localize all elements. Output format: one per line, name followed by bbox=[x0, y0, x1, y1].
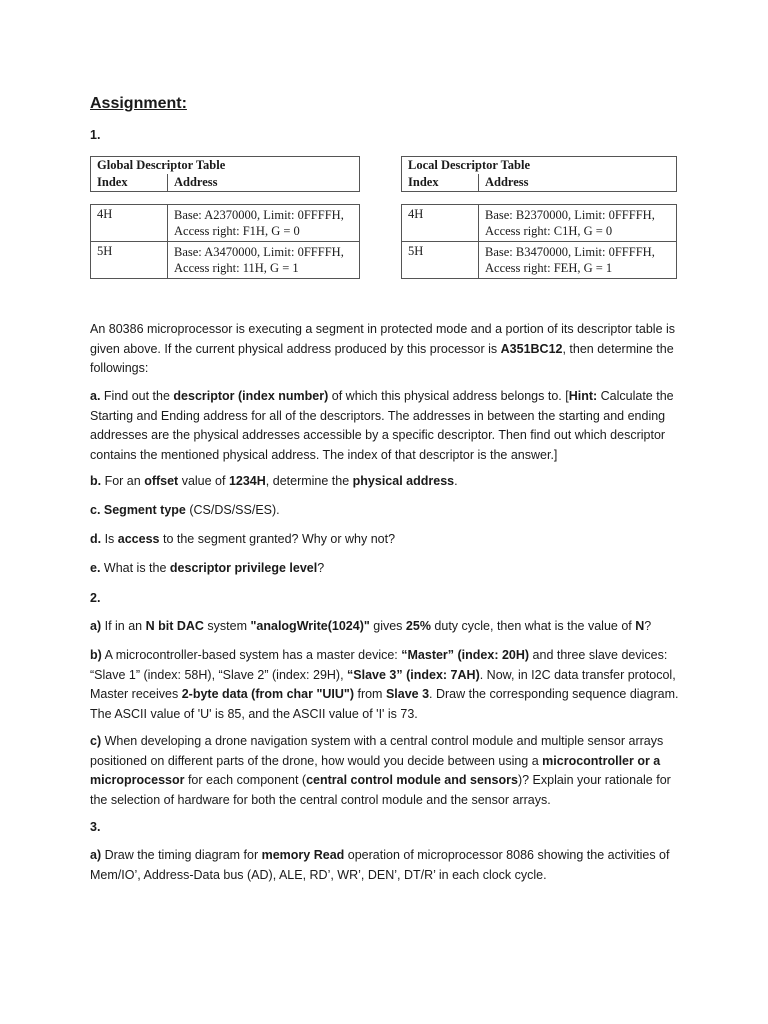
part-text: What is the bbox=[100, 561, 170, 575]
ldt-col-address: Address bbox=[478, 174, 676, 191]
ldt-row-index: 5H bbox=[408, 244, 424, 258]
part-emphasis: “Slave 3” (index: 7AH) bbox=[347, 667, 480, 682]
part-text: value of bbox=[178, 474, 229, 488]
part-emphasis: Slave 3 bbox=[385, 687, 430, 701]
part-text: ? bbox=[644, 619, 652, 633]
part-emphasis: central control module and sensors bbox=[306, 773, 518, 787]
q3-part-a bbox=[90, 846, 680, 885]
q1-part-b bbox=[90, 472, 680, 492]
ldt-row bbox=[402, 205, 676, 241]
part-text: ? bbox=[317, 561, 325, 575]
part-text: If in an bbox=[101, 619, 146, 633]
part-text: For an bbox=[101, 474, 145, 488]
ldt-row bbox=[402, 241, 676, 278]
part-text: from bbox=[354, 687, 386, 701]
gdt-col-index: Index bbox=[97, 175, 128, 189]
part-text: . bbox=[454, 474, 458, 488]
part-text: When developing a drone navigation system with a central control module and multiple sensor arrays positioned on different parts of the drone, how would you decide between using a bbox=[90, 734, 664, 768]
part-label: a. bbox=[90, 389, 101, 403]
part-text: operation of microprocessor 8086 showing the activities of Mem/IO’, Address-Data bus (AD), ALE, RD’, WR’, DEN’, DT/R’ in each clock cycle. bbox=[90, 848, 670, 882]
ldt-title: Local Descriptor Table bbox=[408, 158, 530, 172]
part-emphasis: 1234H bbox=[228, 474, 266, 488]
part-label: e. bbox=[90, 561, 101, 575]
q1-part-e bbox=[90, 559, 680, 579]
ldt-header bbox=[401, 156, 677, 192]
part-emphasis: Hint: bbox=[568, 389, 598, 403]
part-emphasis: “Master” (index: 20H) bbox=[401, 648, 530, 662]
part-text: Is bbox=[101, 532, 118, 546]
part-emphasis: access bbox=[117, 532, 160, 546]
part-label: b) bbox=[90, 648, 102, 662]
part-emphasis: N bbox=[635, 619, 645, 633]
local-descriptor-table bbox=[401, 156, 677, 279]
part-text: and three slave devices: “Slave 1” (index: 58H), “Slave 2” (index: 29H), bbox=[90, 648, 668, 682]
q1-part-a bbox=[90, 387, 680, 465]
global-descriptor-table bbox=[90, 156, 360, 279]
q1-intro-text: An 80386 microprocessor is executing a segment in protected mode and a portion of its descriptor table is given above. If the current physical address produced by this processor is bbox=[90, 322, 676, 356]
gdt-row-index: 5H bbox=[97, 244, 113, 258]
gdt-row bbox=[91, 241, 359, 278]
question-2-number: 2. bbox=[90, 591, 101, 605]
part-text: for each component ( bbox=[184, 773, 307, 787]
gdt-row bbox=[91, 205, 359, 241]
part-text: . Now, in I2C data transfer protocol, Master receives bbox=[90, 667, 676, 701]
part-label: b. bbox=[90, 474, 102, 488]
page-heading: Assignment: bbox=[90, 95, 187, 112]
q1-intro-text: , then determine the followings: bbox=[90, 341, 674, 375]
ldt-body bbox=[401, 204, 677, 279]
part-emphasis: descriptor (index number) bbox=[173, 389, 329, 403]
part-emphasis: offset bbox=[144, 474, 179, 488]
gdt-row-address: Base: A2370000, Limit: 0FFFFH, Access right: F1H, G = 0 bbox=[167, 205, 359, 241]
part-text: Calculate the Starting and Ending address for all of the descriptors. The addresses in between the starting and ending addresses are the physical addresses accessible by a specific descriptor. Then find out which descriptor contains the mentioned physical address. The index of that descriptor is the answer.] bbox=[90, 389, 674, 462]
part-emphasis: 25% bbox=[405, 619, 431, 633]
q1-part-c bbox=[90, 501, 680, 521]
gdt-header bbox=[90, 156, 360, 192]
part-label: c) bbox=[90, 734, 102, 748]
part-text: gives bbox=[369, 619, 406, 633]
part-text: . Draw the corresponding sequence diagram. The ASCII value of 'U' is 85, and the ASCII value of 'I' is 73. bbox=[90, 687, 679, 721]
ldt-col-index: Index bbox=[408, 175, 439, 189]
ldt-row-index: 4H bbox=[408, 207, 424, 221]
part-emphasis: descriptor privilege level bbox=[169, 561, 318, 575]
gdt-col-address: Address bbox=[167, 174, 359, 191]
part-text: duty cycle, then what is the value of bbox=[430, 619, 636, 633]
part-emphasis: "analogWrite(1024)" bbox=[250, 619, 370, 633]
part-text: Draw the timing diagram for bbox=[101, 848, 262, 862]
part-text: , determine the bbox=[265, 474, 353, 488]
part-label: a) bbox=[90, 619, 102, 633]
part-label: d. bbox=[90, 532, 102, 546]
part-text: (CS/DS/SS/ES). bbox=[185, 503, 280, 517]
q2-part-c bbox=[90, 732, 680, 810]
q2-part-b bbox=[90, 646, 680, 724]
question-3-number: 3. bbox=[90, 820, 101, 834]
q1-part-d bbox=[90, 530, 680, 550]
gdt-body bbox=[90, 204, 360, 279]
part-text: of which this physical address belongs to. [ bbox=[328, 389, 569, 403]
part-emphasis: 2-byte data (from char "UIU") bbox=[181, 687, 354, 701]
part-emphasis: memory Read bbox=[261, 848, 345, 862]
part-text: system bbox=[203, 619, 251, 633]
q1-intro-paragraph bbox=[90, 320, 680, 379]
gdt-row-address: Base: A3470000, Limit: 0FFFFH, Access right: 11H, G = 1 bbox=[167, 242, 359, 278]
gdt-title: Global Descriptor Table bbox=[97, 158, 226, 172]
part-label: a) bbox=[90, 848, 102, 862]
q2-part-a bbox=[90, 617, 680, 637]
q1-intro-address: A351BC12 bbox=[500, 341, 563, 356]
part-label: c. Segment type bbox=[90, 503, 186, 517]
part-text: )? Explain your rationale for the selection of hardware for both the central control module and the sensor arrays. bbox=[90, 773, 671, 807]
part-emphasis: microcontroller or a microprocessor bbox=[90, 753, 661, 787]
part-text: Find out the bbox=[100, 389, 174, 403]
ldt-row-address: Base: B2370000, Limit: 0FFFFH, Access right: C1H, G = 0 bbox=[478, 205, 676, 241]
part-text: to the segment granted? Why or why not? bbox=[159, 532, 396, 546]
part-emphasis: physical address bbox=[352, 474, 455, 488]
question-1-number: 1. bbox=[90, 128, 101, 142]
part-text: A microcontroller-based system has a master device: bbox=[101, 648, 402, 662]
ldt-row-address: Base: B3470000, Limit: 0FFFFH, Access right: FEH, G = 1 bbox=[478, 242, 676, 278]
gdt-row-index: 4H bbox=[97, 207, 113, 221]
part-emphasis: N bit DAC bbox=[145, 619, 204, 633]
